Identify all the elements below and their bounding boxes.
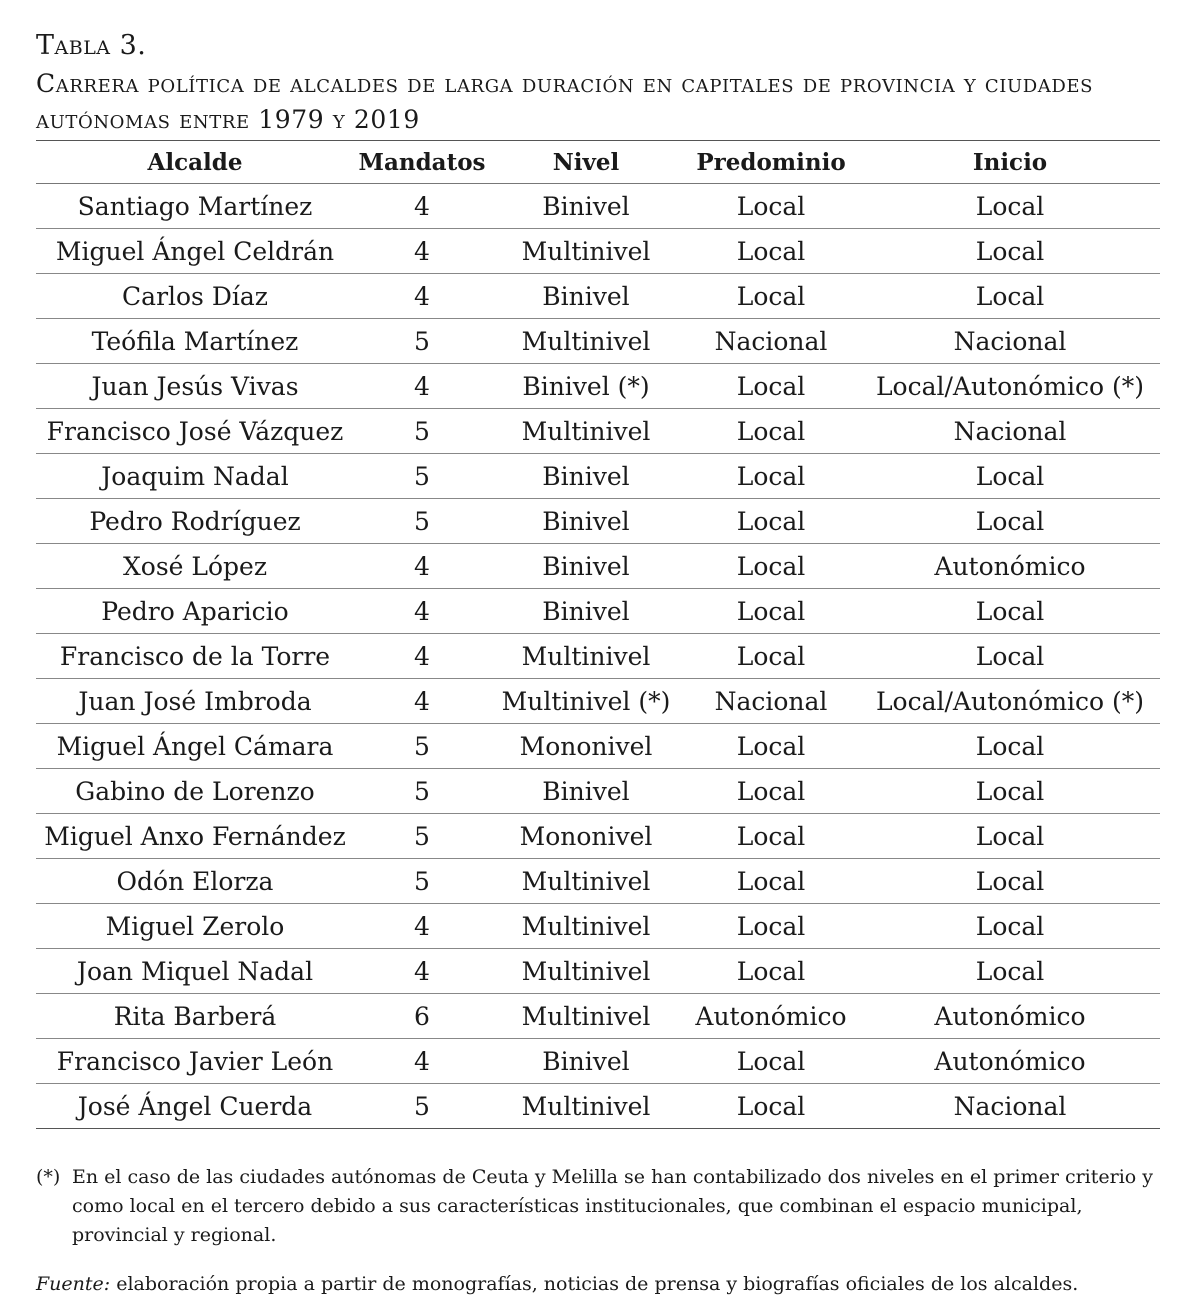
cell-predominio: Local	[682, 589, 860, 634]
cell-alcalde: Santiago Martínez	[36, 184, 354, 229]
cell-mandatos: 4	[354, 634, 490, 679]
cell-predominio: Local	[682, 184, 860, 229]
cell-alcalde: Joan Miquel Nadal	[36, 949, 354, 994]
cell-inicio: Autonómico	[860, 994, 1160, 1039]
cell-predominio: Local	[682, 814, 860, 859]
table-label: Tabla 3.	[36, 30, 147, 61]
table-row	[36, 229, 1160, 274]
table-row	[36, 634, 1160, 679]
cell-predominio: Local	[682, 274, 860, 319]
cell-inicio: Local	[860, 229, 1160, 274]
cell-nivel: Multinivel	[490, 409, 682, 454]
cell-mandatos: 5	[354, 859, 490, 904]
cell-mandatos: 6	[354, 994, 490, 1039]
cell-mandatos: 4	[354, 1039, 490, 1084]
cell-inicio: Local	[860, 499, 1160, 544]
cell-predominio: Local	[736, 1091, 806, 1121]
cell-inicio: Local/Autonómico (*)	[860, 679, 1160, 724]
cell-mandatos: 4	[354, 274, 490, 319]
table-caption: Carrera política de alcaldes de larga duración en capitales de provincia y ciudades autónomas entre 1979 y 2019	[36, 69, 1094, 134]
cell-mandatos: 5	[414, 1091, 430, 1121]
table-row	[36, 454, 1160, 499]
cell-predominio: Local	[682, 499, 860, 544]
column-header-inicio: Inicio	[860, 141, 1160, 184]
cell-inicio: Local/Autonómico (*)	[860, 364, 1160, 409]
cell-predominio: Local	[682, 229, 860, 274]
cell-nivel: Binivel	[490, 1039, 682, 1084]
table-row	[36, 1039, 1160, 1084]
cell-mandatos: 4	[354, 904, 490, 949]
source-note	[36, 1270, 1160, 1299]
cell-predominio: Local	[682, 724, 860, 769]
cell-inicio: Local	[860, 589, 1160, 634]
table-row	[36, 724, 1160, 769]
cell-inicio: Autonómico	[860, 544, 1160, 589]
cell-predominio: Local	[682, 769, 860, 814]
table-body	[36, 184, 1160, 1129]
table-row	[36, 184, 1160, 229]
table-row	[36, 904, 1160, 949]
table-row	[36, 544, 1160, 589]
cell-inicio: Local	[860, 184, 1160, 229]
cell-predominio: Local	[682, 409, 860, 454]
table-row	[36, 949, 1160, 994]
cell-nivel: Multinivel	[490, 994, 682, 1039]
cell-nivel: Multinivel	[490, 949, 682, 994]
cell-mandatos: 4	[354, 679, 490, 724]
cell-mandatos: 5	[354, 454, 490, 499]
cell-nivel: Multinivel	[490, 229, 682, 274]
cell-alcalde: Francisco Javier León	[36, 1039, 354, 1084]
cell-mandatos: 5	[354, 814, 490, 859]
cell-nivel: Binivel	[490, 499, 682, 544]
mayors-table	[36, 140, 1160, 1129]
cell-alcalde: Teófila Martínez	[36, 319, 354, 364]
cell-inicio: Local	[860, 454, 1160, 499]
cell-predominio: Nacional	[682, 319, 860, 364]
cell-predominio: Local	[682, 949, 860, 994]
cell-nivel: Multinivel (*)	[490, 679, 682, 724]
cell-mandatos: 5	[354, 769, 490, 814]
table-row	[36, 769, 1160, 814]
cell-predominio: Local	[682, 544, 860, 589]
cell-mandatos: 4	[354, 229, 490, 274]
source-label: Fuente:	[36, 1273, 111, 1295]
cell-mandatos: 4	[354, 949, 490, 994]
cell-nivel: Binivel	[490, 544, 682, 589]
cell-inicio: Autonómico	[860, 1039, 1160, 1084]
cell-nivel: Multinivel	[490, 859, 682, 904]
cell-predominio: Local	[682, 364, 860, 409]
cell-alcalde: Pedro Rodríguez	[36, 499, 354, 544]
column-header-nivel: Nivel	[490, 141, 682, 184]
cell-predominio: Autonómico	[682, 994, 860, 1039]
table-row	[36, 499, 1160, 544]
table-row	[36, 364, 1160, 409]
document-page	[36, 28, 1160, 1299]
cell-inicio: Nacional	[860, 409, 1160, 454]
cell-inicio: Local	[860, 904, 1160, 949]
table-row	[36, 1084, 1160, 1129]
cell-alcalde: Miguel Ángel Celdrán	[36, 229, 354, 274]
table-row	[36, 994, 1160, 1039]
cell-inicio: Local	[860, 859, 1160, 904]
cell-mandatos: 5	[354, 499, 490, 544]
cell-inicio: Local	[860, 814, 1160, 859]
cell-nivel: Binivel (*)	[490, 364, 682, 409]
cell-mandatos: 5	[354, 409, 490, 454]
cell-alcalde: Juan José Imbroda	[36, 679, 354, 724]
cell-mandatos: 4	[354, 184, 490, 229]
cell-inicio: Nacional	[860, 319, 1160, 364]
footnote	[36, 1163, 1160, 1250]
cell-predominio: Local	[682, 634, 860, 679]
table-row	[36, 679, 1160, 724]
cell-alcalde: Joaquim Nadal	[36, 454, 354, 499]
cell-alcalde: Xosé López	[36, 544, 354, 589]
cell-inicio: Nacional	[953, 1091, 1067, 1121]
footnote-text: En el caso de las ciudades autónomas de Ceuta y Melilla se han contabilizado dos niveles en el primer criterio y como local en el tercero debido a sus características institucionales, que combinan el espacio municipal, provincial y regional.	[72, 1166, 1154, 1246]
cell-nivel: Mononivel	[490, 724, 682, 769]
cell-alcalde: Francisco de la Torre	[36, 634, 354, 679]
cell-mandatos: 5	[354, 724, 490, 769]
source-text: elaboración propia a partir de monografías, noticias de prensa y biografías oficiales de los alcaldes.	[110, 1273, 1079, 1295]
cell-inicio: Local	[860, 634, 1160, 679]
cell-alcalde: Miguel Anxo Fernández	[36, 814, 354, 859]
cell-predominio: Local	[682, 904, 860, 949]
column-header-mandatos: Mandatos	[354, 141, 490, 184]
cell-alcalde: Miguel Zerolo	[36, 904, 354, 949]
table-row	[36, 589, 1160, 634]
cell-predominio: Nacional	[682, 679, 860, 724]
cell-predominio: Local	[682, 859, 860, 904]
cell-predominio: Local	[682, 1039, 860, 1084]
cell-inicio: Local	[860, 724, 1160, 769]
cell-mandatos: 4	[354, 589, 490, 634]
cell-mandatos: 4	[354, 544, 490, 589]
cell-nivel: Multinivel	[490, 319, 682, 364]
cell-nivel: Binivel	[490, 184, 682, 229]
cell-inicio: Local	[860, 769, 1160, 814]
cell-nivel: Multinivel	[490, 904, 682, 949]
table-row	[36, 319, 1160, 364]
footnote-mark: (*)	[36, 1166, 61, 1188]
cell-nivel: Multinivel	[521, 1091, 651, 1121]
cell-nivel: Binivel	[490, 769, 682, 814]
cell-alcalde: José Ángel Cuerda	[77, 1091, 313, 1121]
cell-alcalde: Francisco José Vázquez	[36, 409, 354, 454]
cell-nivel: Binivel	[490, 454, 682, 499]
column-header-predominio: Predominio	[682, 141, 860, 184]
cell-alcalde: Rita Barberá	[36, 994, 354, 1039]
cell-nivel: Mononivel	[490, 814, 682, 859]
cell-alcalde: Carlos Díaz	[36, 274, 354, 319]
cell-nivel: Binivel	[490, 274, 682, 319]
cell-predominio: Local	[682, 454, 860, 499]
column-header-alcalde: Alcalde	[36, 141, 354, 184]
cell-alcalde: Miguel Ángel Cámara	[36, 724, 354, 769]
table-row	[36, 814, 1160, 859]
table-header-row	[36, 141, 1160, 184]
cell-alcalde: Gabino de Lorenzo	[36, 769, 354, 814]
cell-nivel: Binivel	[490, 589, 682, 634]
table-row	[36, 859, 1160, 904]
cell-inicio: Local	[860, 274, 1160, 319]
cell-nivel: Multinivel	[490, 634, 682, 679]
cell-alcalde: Juan Jesús Vivas	[36, 364, 354, 409]
cell-alcalde: Odón Elorza	[36, 859, 354, 904]
cell-inicio: Local	[860, 949, 1160, 994]
cell-mandatos: 4	[354, 364, 490, 409]
cell-alcalde: Pedro Aparicio	[36, 589, 354, 634]
table-row	[36, 409, 1160, 454]
cell-mandatos: 5	[354, 319, 490, 364]
table-row	[36, 274, 1160, 319]
